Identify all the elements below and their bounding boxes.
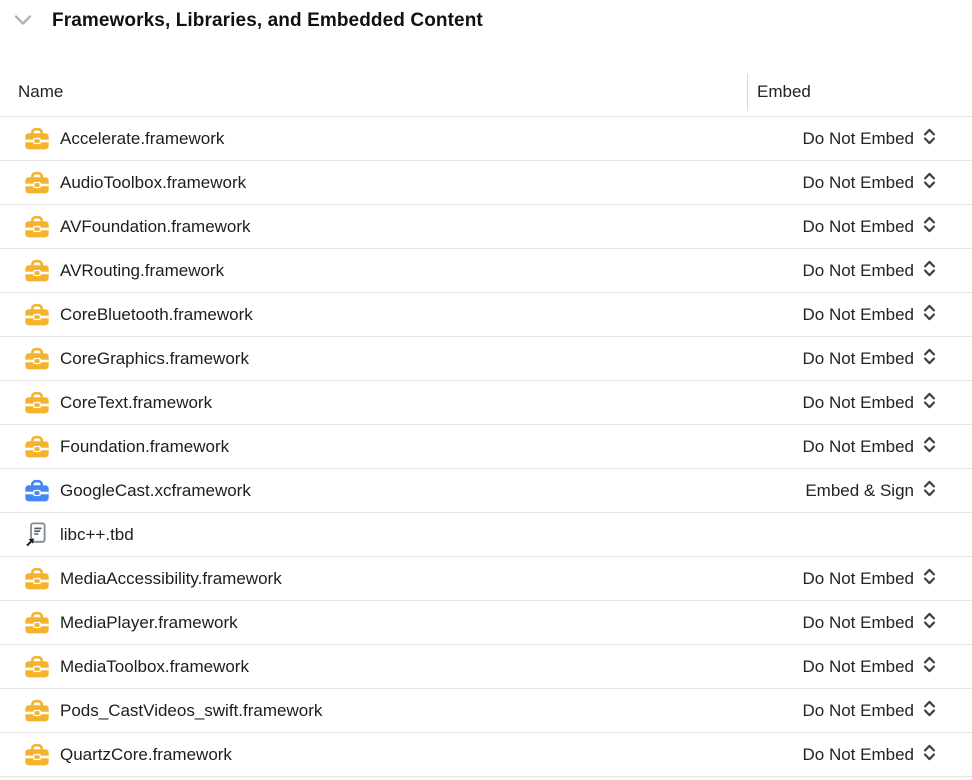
framework-toolbox-icon [24,743,50,767]
section-title: Frameworks, Libraries, and Embedded Content [52,10,483,31]
embed-dropdown[interactable] [803,260,937,282]
framework-toolbox-icon [24,259,50,283]
embed-dropdown-value: Do Not Embed [802,700,914,720]
embed-dropdown-value: Do Not Embed [802,744,914,764]
embed-dropdown-value: Do Not Embed [802,128,914,148]
section-header [0,0,972,70]
stepper-chevrons-icon [923,744,936,766]
stepper-chevrons-icon [923,436,936,458]
table-row[interactable] [0,249,972,293]
framework-name-label: Accelerate.framework [60,128,225,148]
embed-dropdown[interactable] [803,172,937,194]
stepper-chevrons-icon [923,260,936,282]
stepper-chevrons-icon [923,700,936,722]
framework-name-label: AVRouting.framework [60,260,225,280]
library-file-reference-icon [24,522,50,548]
framework-name-label: MediaToolbox.framework [60,656,249,676]
framework-table-body [0,117,972,777]
framework-name-label: CoreBluetooth.framework [60,304,253,324]
stepper-chevrons-icon [923,568,936,590]
embed-dropdown[interactable] [803,744,937,766]
stepper-chevrons-icon [923,612,936,634]
table-row[interactable] [0,513,972,557]
table-row[interactable] [0,381,972,425]
table-row[interactable] [0,557,972,601]
table-row[interactable] [0,601,972,645]
framework-toolbox-icon [24,435,50,459]
column-header-embed: Embed [757,82,811,101]
column-header-name: Name [18,82,64,101]
embed-dropdown-value: Do Not Embed [802,392,914,412]
embed-dropdown[interactable] [805,480,936,502]
embed-dropdown[interactable] [803,304,937,326]
framework-toolbox-icon [24,567,50,591]
framework-toolbox-icon [24,347,50,371]
framework-name-label: MediaPlayer.framework [60,612,238,632]
framework-name-label: QuartzCore.framework [60,744,232,764]
embed-dropdown[interactable] [803,612,937,634]
embed-dropdown[interactable] [803,568,937,590]
framework-toolbox-icon [24,215,50,239]
xcframework-toolbox-icon [24,479,50,503]
framework-name-label: CoreGraphics.framework [60,348,249,368]
framework-toolbox-icon [24,699,50,723]
embed-dropdown-value: Do Not Embed [802,612,914,632]
table-row[interactable] [0,337,972,381]
framework-name-label: Pods_CastVideos_swift.framework [60,700,323,720]
table-row[interactable] [0,293,972,337]
embed-dropdown-value: Do Not Embed [802,348,914,368]
embed-dropdown[interactable] [803,392,937,414]
stepper-chevrons-icon [923,348,936,370]
embed-dropdown[interactable] [803,216,937,238]
embed-dropdown-value: Do Not Embed [802,304,914,324]
framework-toolbox-icon [24,611,50,635]
framework-name-label: CoreText.framework [60,392,213,412]
framework-name-label: libc++.tbd [60,524,134,544]
table-row[interactable] [0,161,972,205]
table-row[interactable] [0,733,972,777]
table-row[interactable] [0,117,972,161]
framework-name-label: AudioToolbox.framework [60,172,247,192]
framework-name-label: GoogleCast.xcframework [60,480,251,500]
table-row[interactable] [0,645,972,689]
embed-dropdown-value: Do Not Embed [802,260,914,280]
framework-toolbox-icon [24,655,50,679]
table-row[interactable] [0,425,972,469]
framework-name-label: Foundation.framework [60,436,230,456]
framework-name-label: MediaAccessibility.framework [60,568,282,588]
embed-dropdown-value: Do Not Embed [802,216,914,236]
embed-dropdown[interactable] [803,656,937,678]
table-row[interactable] [0,469,972,513]
embed-dropdown[interactable] [803,128,937,150]
embed-dropdown[interactable] [803,436,937,458]
embed-dropdown-value: Do Not Embed [802,568,914,588]
embed-dropdown-value: Do Not Embed [802,656,914,676]
embed-dropdown[interactable] [803,700,937,722]
stepper-chevrons-icon [923,656,936,678]
framework-toolbox-icon [24,303,50,327]
stepper-chevrons-icon [923,304,936,326]
embed-dropdown-value: Embed & Sign [805,480,914,500]
table-row[interactable] [0,205,972,249]
table-column-header [0,70,972,117]
stepper-chevrons-icon [923,128,936,150]
framework-toolbox-icon [24,391,50,415]
column-divider [747,74,748,111]
table-row[interactable] [0,689,972,733]
stepper-chevrons-icon [923,216,936,238]
embed-dropdown[interactable] [803,348,937,370]
disclosure-chevron-icon[interactable] [13,13,33,28]
embed-dropdown-value: Do Not Embed [802,172,914,192]
framework-toolbox-icon [24,127,50,151]
stepper-chevrons-icon [923,480,936,502]
stepper-chevrons-icon [923,172,936,194]
embed-dropdown-value: Do Not Embed [802,436,914,456]
stepper-chevrons-icon [923,392,936,414]
framework-name-label: AVFoundation.framework [60,216,251,236]
framework-toolbox-icon [24,171,50,195]
